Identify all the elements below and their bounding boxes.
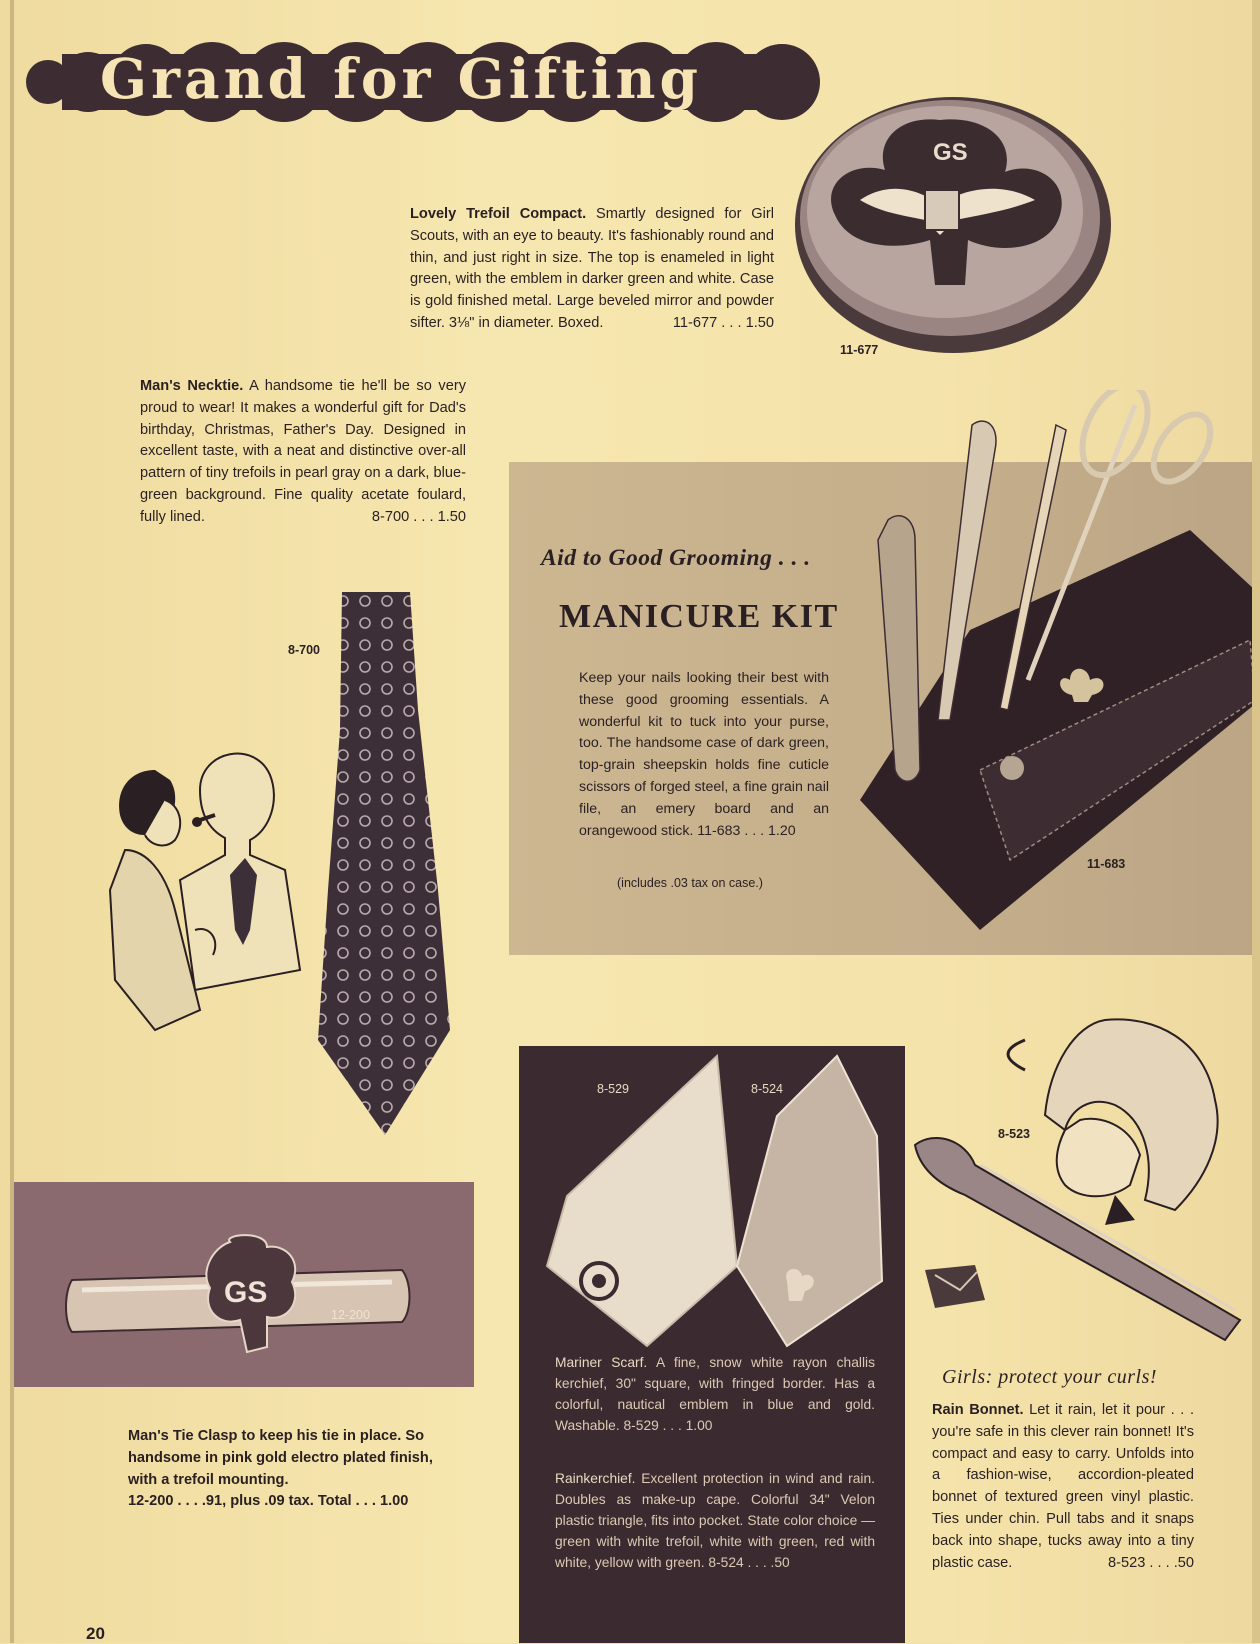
trefoil-compact-illustration — [790, 90, 1120, 360]
scarves-panel — [519, 1046, 905, 1643]
page-number: 20 — [86, 1624, 105, 1643]
compact-price: 11-677 . . . 1.50 — [672, 314, 774, 331]
compact-emblem-letters: GS — [933, 139, 968, 166]
tie-clasp-panel — [14, 1182, 474, 1387]
necktie-name: Man's Necktie. — [140, 378, 244, 394]
compact-description — [410, 204, 774, 335]
compact-name: Lovely Trefoil Compact. — [410, 206, 587, 222]
rainkerchief-body: Excellent protection in wind and rain. Doubles as make-up cape. Colorful 34" Velon plastic triangle, fits into pocket. State color choice — green with white trefoil, white with green, red with white, yellow with green. — [555, 1471, 875, 1570]
tie-clasp-caption: 12-200 — [331, 1308, 370, 1322]
mariner-description — [555, 1352, 875, 1436]
page-title: Grand for Gifting — [100, 46, 702, 111]
manicure-tax-note: (includes .03 tax on case.) — [617, 876, 763, 890]
necktie-caption: 8-700 — [288, 643, 320, 657]
manicure-kit-illustration — [860, 390, 1260, 935]
rainkerchief-name: Rainkerchief. — [555, 1471, 636, 1486]
manicure-title: MANICURE KIT — [559, 598, 839, 635]
tie-clasp-description — [128, 1426, 458, 1513]
necktie-description — [140, 376, 466, 529]
tie-clasp-price: 12-200 . . . .91, plus .09 tax. Total . . . 1.00 — [128, 1493, 409, 1510]
necktie-illustration — [310, 590, 460, 1140]
header-banner — [22, 32, 830, 132]
scarves-illustration — [537, 1046, 897, 1366]
mariner-caption: 8-529 — [597, 1082, 629, 1096]
bonnet-description — [932, 1400, 1194, 1574]
manicure-subtitle: Aid to Good Grooming . . . — [541, 545, 811, 571]
bonnet-caption: 8-523 — [998, 1127, 1030, 1141]
mariner-body: A fine, snow white rayon challis kerchief, 30" square, with fringed border. Has a colorful, nautical emblem in blue and gold. Washable. 8-529 . . . 1.00 — [555, 1355, 876, 1433]
rainkerchief-price: 8-524 . . . .50 — [708, 1555, 790, 1570]
tie-clasp-emblem-letters: GS — [224, 1276, 268, 1309]
mariner-name: Mariner Scarf. — [555, 1355, 648, 1370]
bonnet-body: Let it rain, let it pour . . . you're safe in this clever rain bonnet! It's compact and easy to carry. Unfolds into a fashion-wise, accordion-pleated bonnet of textured green vinyl plastic. Ties under chin. Pull tabs and it snaps back into shape, tucks away into a tiny plastic case. — [932, 1402, 1194, 1571]
manicure-body: Keep your nails looking their best with these good grooming essentials. A wonderful kit to tuck into your purse, too. The handsome case of dark green, top-grain sheepskin holds fine cuticle scissors of forged steel, a fine grain nail file, an emery board and an orangewood stick. 11-683 . . . 1.20 — [579, 670, 829, 839]
compact-caption: 11-677 — [840, 343, 879, 357]
compact-body: Smartly designed for Girl Scouts, with an eye to beauty. It's fashionably round and thin, and just right in size. The top is enameled in light green, with the emblem in darker green and white. Case is gold finished metal. Large beveled mirror and powder sifter. 3⅛" in diameter. Boxed. — [410, 206, 774, 331]
rainkerchief-description — [555, 1468, 875, 1573]
tie-clasp-name: Man's Tie Clasp — [128, 1428, 238, 1444]
bonnet-price: 8-523 . . . .50 — [1108, 1554, 1194, 1571]
manicure-caption: 11-683 — [1087, 857, 1126, 871]
father-and-daughter-illustration — [85, 730, 315, 1070]
rain-bonnet-illustration — [905, 1010, 1255, 1390]
rainkerchief-caption: 8-524 — [751, 1082, 783, 1096]
bonnet-headline: Girls: protect your curls! — [942, 1366, 1158, 1388]
necktie-price: 8-700 . . . 1.50 — [371, 508, 466, 525]
bonnet-name: Rain Bonnet. — [932, 1402, 1024, 1418]
tie-clasp-body: to keep his tie in place. So handsome in pink gold electro plated finish, with a trefoil mounting. — [128, 1428, 433, 1488]
tie-clasp-illustration — [62, 1222, 422, 1362]
necktie-body: A handsome tie he'll be so very proud to wear! It makes a wonderful gift for Dad's birthday, Christmas, Father's Day. Designed in excellent taste, with a neat and distinctive over-all pattern of tiny trefoils in pearl gray on a dark, blue-green background. Fine quality acetate foulard, fully lined. — [140, 378, 467, 525]
